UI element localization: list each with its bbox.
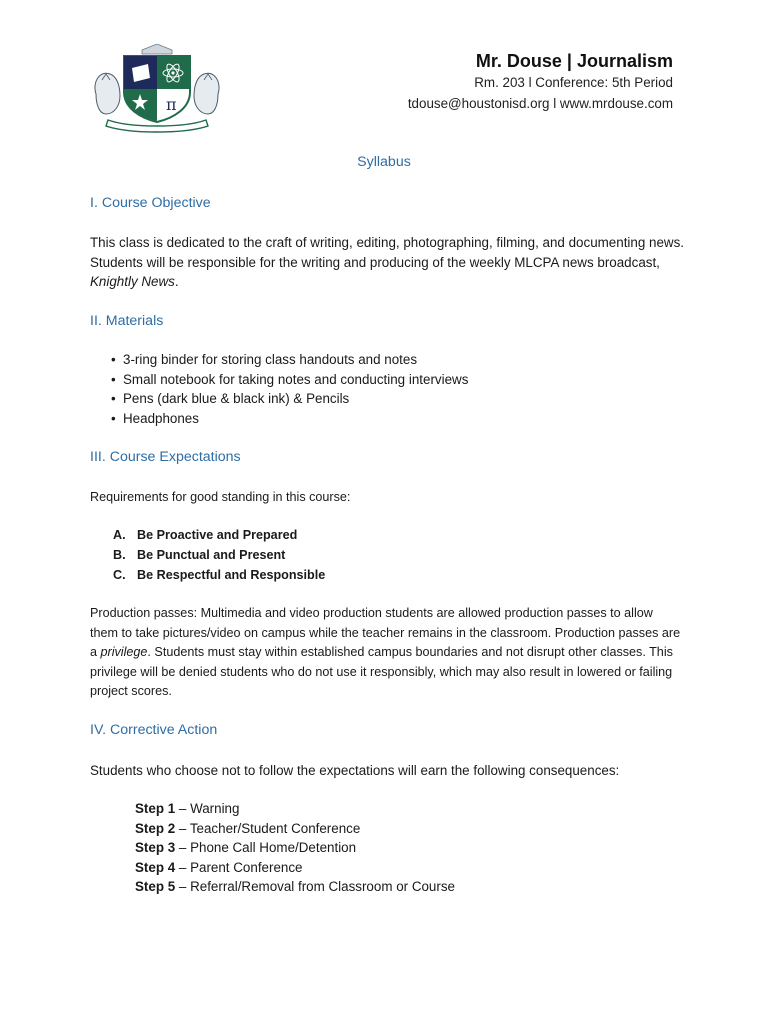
list-item: A. Be Proactive and Prepared	[113, 528, 298, 542]
production-passes-paragraph: Production passes: Multimedia and video production students are allowed production passes to allow them to take pictures/video on campus while the teacher remains in the classroom. Production passes are a privilege. Students must stay within established campus boundaries and not disrupt other classes. This privilege will be denied students who do not use it responsibly, which may also result in lowered or failing project scores.	[90, 606, 681, 698]
list-item: Step 5 – Referral/Removal from Classroom or Course	[135, 879, 455, 895]
corrective-intro: Students who choose not to follow the expectations will earn the following consequences:	[90, 763, 620, 778]
pi-symbol: π	[166, 95, 177, 114]
section-heading-objective: I. Course Objective	[90, 195, 211, 211]
objective-paragraph: This class is dedicated to the craft of writing, editing, photographing, filming, and documenting news. Students will be responsible for the writing and producing of the weekly MLCPA news broadcast, Knightly News.	[90, 235, 684, 289]
teacher-header	[408, 50, 673, 114]
consequence-steps	[135, 799, 455, 897]
list-item: Step 1 – Warning	[135, 801, 240, 816]
list-item: • Pens (dark blue & black ink) & Pencils	[111, 391, 350, 407]
expectations-list	[113, 526, 325, 585]
list-item: • Headphones	[111, 410, 199, 426]
school-crest-logo	[90, 44, 224, 134]
list-item: • 3-ring binder for storing class handouts and notes	[111, 352, 418, 367]
expectations-intro: Requirements for good standing in this course:	[90, 490, 351, 504]
list-item: Step 2 – Teacher/Student Conference	[135, 820, 361, 836]
list-item: • Small notebook for taking notes and conducting interviews	[111, 371, 469, 387]
privilege-emphasis: privilege	[100, 645, 148, 659]
room-conference: Rm. 203 l Conference: 5th Period	[474, 75, 673, 90]
materials-list	[111, 350, 468, 428]
publication-name: Knightly News	[90, 274, 175, 289]
section-heading-expectations: III. Course Expectations	[90, 449, 241, 465]
list-item: Step 3 – Phone Call Home/Detention	[135, 840, 357, 856]
list-item: C. Be Respectful and Responsible	[113, 567, 326, 582]
section-heading-materials: II. Materials	[90, 313, 164, 329]
list-item: B. Be Punctual and Present	[113, 547, 286, 562]
section-heading-corrective: IV. Corrective Action	[90, 722, 218, 738]
list-item: Step 4 – Parent Conference	[135, 859, 303, 875]
document-title: Syllabus	[357, 154, 411, 170]
contact-info: tdouse@houstonisd.org l www.mrdouse.com	[407, 96, 673, 111]
teacher-name: Mr. Douse | Journalism	[475, 51, 673, 71]
